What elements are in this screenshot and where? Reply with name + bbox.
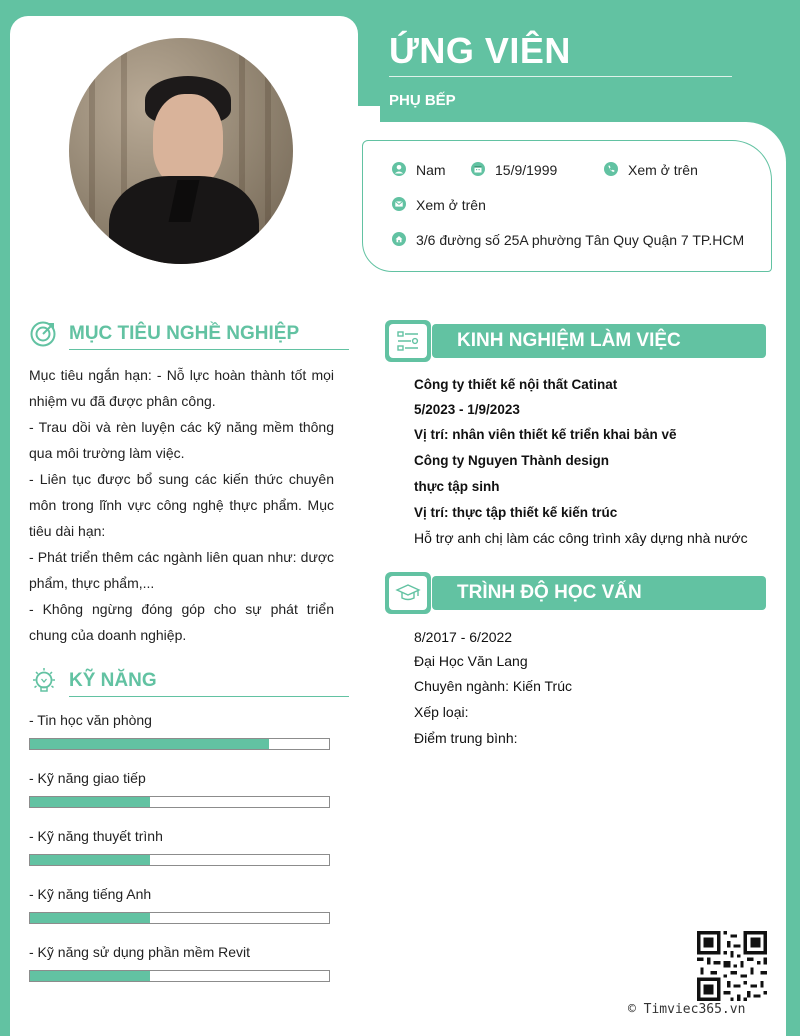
experience-icon-box — [385, 320, 431, 362]
objective-paragraph: - Liên tục được bổ sung các kiến thức chuyên môn trong lĩnh vực công nghệ thực phẩm. Mục tiêu dài hạn: — [29, 471, 334, 539]
skills-divider — [69, 696, 349, 697]
skill-label: - Kỹ năng tiếng Anh — [29, 886, 152, 902]
experience-line: Công ty Nguyen Thành design — [414, 453, 609, 468]
objective-paragraph: - Không ngừng đóng góp cho sự phát triển chung của doanh nghiệp. — [29, 601, 334, 643]
skill-bar — [29, 738, 330, 750]
skill-fill — [30, 855, 150, 865]
skill-fill — [30, 913, 150, 923]
candidate-name: ỨNG VIÊN — [389, 30, 571, 71]
profile-photo — [69, 38, 293, 264]
experience-line: Vị trí: nhân viên thiết kế triển khai bản vẽ — [414, 427, 677, 442]
skills-title: KỸ NĂNG — [69, 670, 157, 691]
education-line: 8/2017 - 6/2022 — [414, 629, 513, 645]
qr-code-icon — [697, 931, 767, 1001]
education-line: Đại Học Văn Lang — [414, 653, 528, 669]
experience-line: Hỗ trợ anh chị làm các công trình xây dựng nhà nước — [414, 530, 748, 546]
graduation-cap-icon — [395, 580, 421, 606]
skill-bar — [29, 796, 330, 808]
skill-label: - Tin học văn phòng — [29, 712, 152, 728]
skill-fill — [30, 797, 150, 807]
calendar-icon — [471, 162, 485, 176]
contact-birthdate: 15/9/1999 — [495, 162, 558, 178]
objective-divider — [69, 349, 349, 350]
skill-label: - Kỹ năng giao tiếp — [29, 770, 146, 786]
experience-title: KINH NGHIỆM LÀM VIỆC — [457, 330, 681, 351]
education-icon-box — [385, 572, 431, 614]
name-divider — [389, 76, 732, 77]
skill-bar — [29, 854, 330, 866]
skill-fill — [30, 739, 269, 749]
contact-phone: Xem ở trên — [628, 162, 698, 178]
objective-paragraph: Mục tiêu ngắn hạn: - Nỗ lực hoàn thành tốt mọi nhiệm vu đã được phân công. — [29, 367, 334, 409]
experience-line: thực tập sinh — [414, 479, 500, 494]
skill-bar — [29, 970, 330, 982]
user-icon — [392, 162, 406, 176]
objective-title: MỤC TIÊU NGHỀ NGHIỆP — [69, 323, 300, 344]
lightbulb-icon — [29, 666, 59, 696]
skill-bar — [29, 912, 330, 924]
objective-text — [29, 362, 334, 648]
experience-line: Vị trí: thực tập thiết kế kiến trúc — [414, 505, 618, 520]
objective-paragraph: - Trau dồi và rèn luyện các kỹ năng mềm thông qua môi trường làm việc. — [29, 419, 334, 461]
objective-paragraph: - Phát triển thêm các ngành liên quan như: dược phẩm, thực phẩm,... — [29, 549, 334, 591]
skill-label: - Kỹ năng thuyết trình — [29, 828, 163, 844]
contact-email: Xem ở trên — [416, 197, 486, 213]
email-icon — [392, 197, 406, 211]
target-icon — [29, 320, 57, 348]
education-line: Xếp loại: — [414, 704, 469, 720]
workflow-icon — [396, 329, 420, 353]
education-line: Điểm trung bình: — [414, 730, 518, 746]
home-icon — [392, 232, 406, 246]
skill-label: - Kỹ năng sử dụng phần mềm Revit — [29, 944, 251, 960]
footer-copyright: © Timviec365.vn — [628, 1002, 746, 1017]
education-title: TRÌNH ĐỘ HỌC VẤN — [457, 582, 642, 603]
contact-address: 3/6 đường số 25A phường Tân Quy Quận 7 TP.HCM — [416, 232, 745, 248]
experience-line: Công ty thiết kế nội thất Catinat — [414, 377, 618, 392]
skill-fill — [30, 971, 150, 981]
phone-icon — [604, 162, 618, 176]
experience-line: 5/2023 - 1/9/2023 — [414, 402, 520, 417]
contact-gender: Nam — [416, 162, 446, 178]
job-title: PHỤ BẾP — [389, 92, 456, 109]
education-line: Chuyên ngành: Kiến Trúc — [414, 678, 572, 694]
